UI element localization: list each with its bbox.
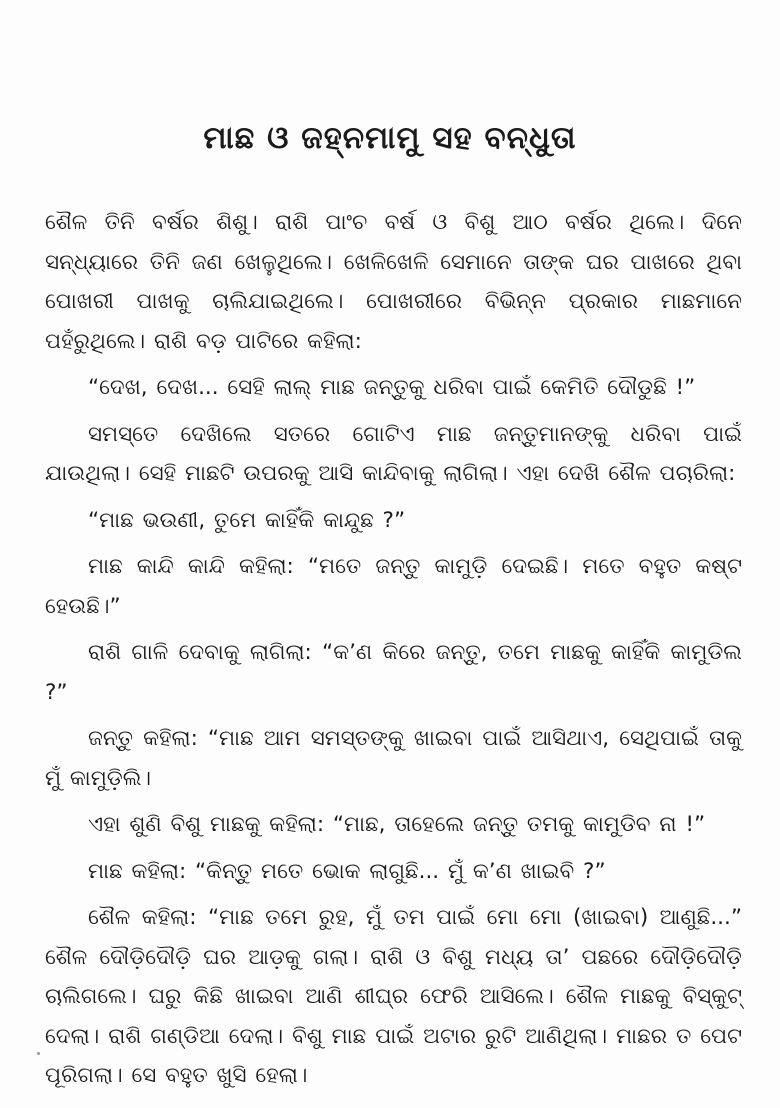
paragraph-quote-look: “ଦେଖ, ଦେଖ... ସେହି ଲାଲ୍ ମାଛ ଜନ୍ତୁକୁ ଧରିବା ପାଇଁ କେମିତି ଦୌଡୁଛି !” [88, 375, 696, 400]
paragraph-intro: ଶୈଳ ତିନି ବର୍ଷର ଶିଶୁ। ରାଶି ପାଂଚ ବର୍ଷ ଓ ବିଶୁ ଆଠ ବର୍ଷର ଥିଲେ। ଦିନେ ସନ୍ଧ୍ୟାରେ ତିନି ଜଣ ଖେଳୁଥିଲେ। ଖେଳିଖେଳି ସେମାନେ ତାଙ୍କ ଘର ପାଖରେ ଥିବା ପୋଖରୀ ପାଖକୁ ଚାଲିଯାଇଥିଲେ। ପୋଖରୀରେ ବିଭିନ୍ନ ପ୍ରକାର ମାଛମାନେ ପହଁରୁଥିଲେ। ରାଶି ବଡ଼ ପାଟିରେ କହିଲା: [45, 210, 742, 354]
paragraph-fish-hungry: ମାଛ କହିଲା: “କିନ୍ତୁ ମତେ ଭୋକ ଲାଗୁଛି... ମୁଁ କ’ଣ ଖାଇବି ?” [88, 858, 606, 884]
paragraph-quote-sister: “ମାଛ ଭଉଣୀ, ତୁମେ କାହିଁକି କାନ୍ଦୁଛ ?” [88, 507, 406, 533]
paper-speck [37, 1052, 40, 1055]
paragraph-rashi-scolds: ରାଶି ଗାଳି ଦେବାକୁ ଲାଗିଲା: “କ’ଣ କିରେ ଜନ୍ତୁ, ତମେ ମାଛକୁ କାହିଁକି କାମୁଡିଲ ?” [45, 640, 742, 705]
paragraph-creature-says: ଜନ୍ତୁ କହିଲା: “ମାଛ ଆମ ସମସ୍ତଙ୍କୁ ଖାଇବା ପାଇଁ ଆସିଥାଏ, ସେଥିପାଇଁ ତାକୁ ମୁଁ କାମୁଡ଼ିଲି। [45, 726, 742, 791]
story-title: ମାଛ ଓ ଜହ୍ନମାମୁ ସହ ବନ୍ଧୁତା [203, 120, 577, 156]
story-body [45, 203, 742, 1103]
paragraph-feeding: ଶୈଳ କହିଲା: “ମାଛ ତମେ ରୁହ, ମୁଁ ତମ ପାଇଁ ମୋ ମୋ (ଖାଇବା) ଆଣୁଛି...” ଶୈଳ ଦୌଡ଼ିଦୌଡ଼ି ଘର ଆଡ଼କୁ ଗଲା। ରାଶି ଓ ବିଶୁ ମଧ୍ୟ ତା’ ପଛରେ ଦୌଡ଼ିଦୌଡ଼ି ଚାଲିଗଲେ। ଘରୁ କିଛି ଖାଇବା ଆଣି ଶୀଘ୍ର ଫେରି ଆସିଲେ। ଶୈଳ ମାଛକୁ ବିସ୍କୁଟ୍ ଦେଲା। ରାଶି ଗଣ୍ଡିଆ ଦେଲା। ବିଶୁ ମାଛ ପାଇଁ ଅଟାର ରୁଟି ଆଣିଥିଲା। ମାଛର ତ ପେଟ ପୂରିଗଲା। ସେ ବହୁତ ଖୁସି ହେଲା। [45, 905, 742, 1088]
paragraph-fish-crying: ସମସ୍ତେ ଦେଖିଲେ ସତରେ ଗୋଟିଏ ମାଛ ଜନ୍ତୁମାନଙ୍କୁ ଧରିବା ପାଇଁ ଯାଉଥିଲା। ସେହି ମାଛଟି ଉପରକୁ ଆସି କାନ୍ଦିବାକୁ ଲାଗିଲା। ଏହା ଦେଖି ଶୈଳ ପଚାରିଲା: [45, 421, 742, 486]
paragraph-fish-says: ମାଛ କାନ୍ଦି କାନ୍ଦି କହିଲା: “ମତେ ଜନ୍ତୁ କାମୁଡ଼ି ଦେଇଛି। ମତେ ବହୁତ କଷ୍ଟ ହେଉଛି।” [45, 554, 742, 619]
paragraph-bishu-says: ଏହା ଶୁଣି ବିଶୁ ମାଛକୁ କହିଲା: “ମାଛ, ତାହେଲେ ଜନ୍ତୁ ତମକୁ କାମୁଡିବ ନା !” [88, 812, 706, 837]
